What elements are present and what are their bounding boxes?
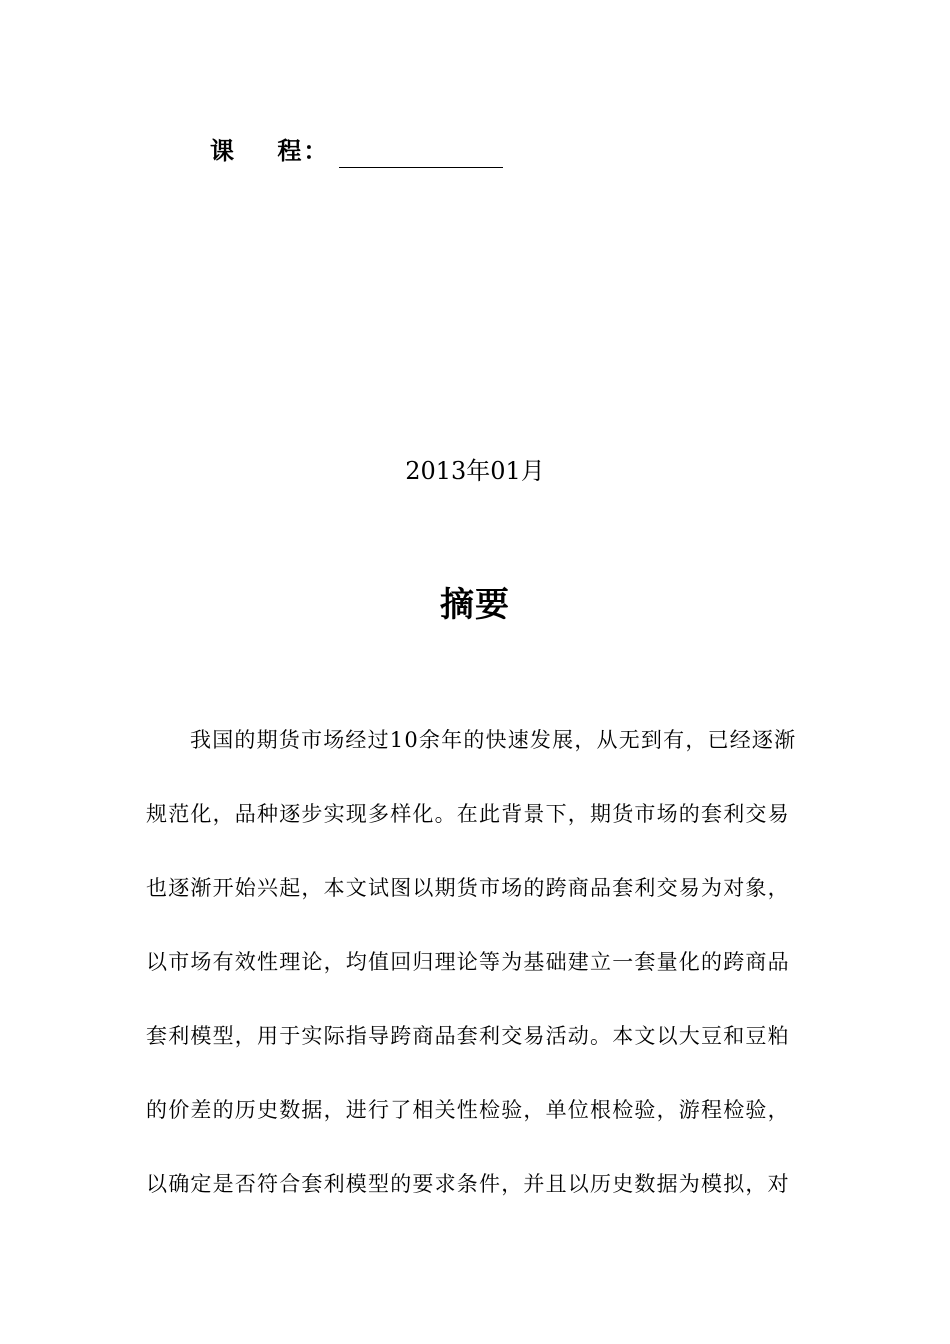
course-blank-line [339, 141, 503, 168]
course-field [210, 134, 503, 168]
abstract-line: 我国的期货市场经过10余年的快速发展，从无到有，已经逐渐 [190, 728, 797, 752]
course-label: 课 程： [210, 136, 330, 165]
abstract-line: 也逐渐开始兴起，本文试图以期货市场的跨商品套利交易为对象， [146, 876, 790, 900]
abstract-line: 以确定是否符合套利模型的要求条件，并且以历史数据为模拟，对 [146, 1172, 790, 1196]
abstract-line: 以市场有效性理论，均值回归理论等为基础建立一套量化的跨商品 [146, 950, 790, 974]
abstract-line: 规范化，品种逐步实现多样化。在此背景下，期货市场的套利交易 [146, 802, 790, 826]
abstract-line: 套利模型，用于实际指导跨商品套利交易活动。本文以大豆和豆粕 [146, 1024, 790, 1048]
abstract-title: 摘要 [440, 585, 510, 625]
abstract-line: 的价差的历史数据，进行了相关性检验，单位根检验，游程检验， [146, 1098, 790, 1122]
cover-date: 2013年01月 [405, 457, 545, 485]
